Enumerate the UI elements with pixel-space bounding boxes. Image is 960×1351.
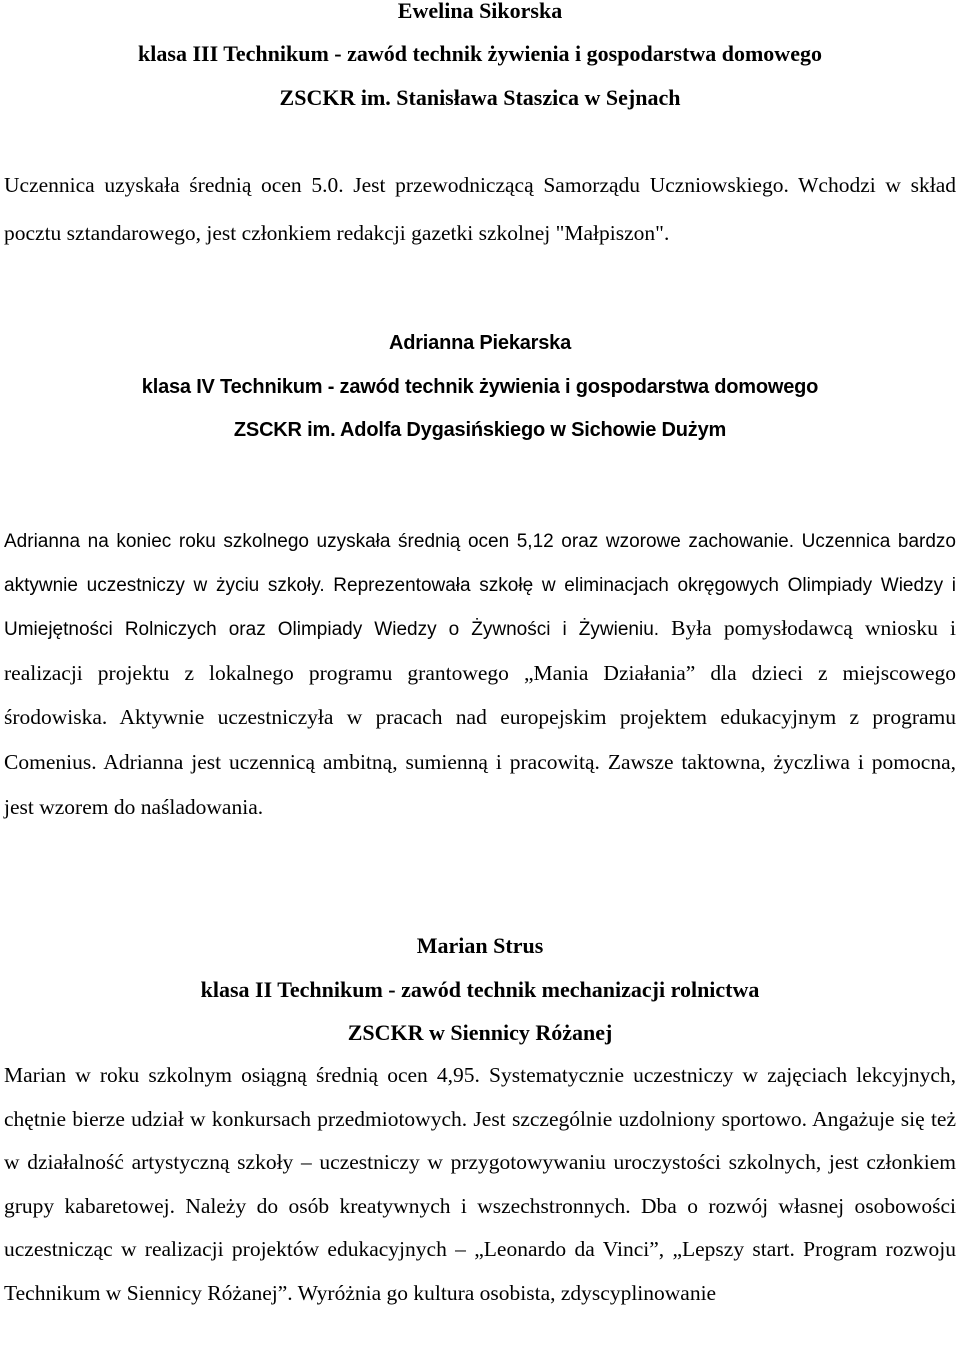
- student-description-paragraph: Uczennica uzyskała średnią ocen 5.0. Jest przewodniczącą Samorządu Uczniowskiego. Wchodzi w skład pocztu sztandarowego, jest członkiem redakcji gazetki szkolnej "Małpiszon".: [4, 173, 956, 245]
- paragraph-text-part: Adrianna na koniec roku szkolnego uzyskała średnią ocen 5,12 oraz wzorowe zachowanie. Uczennica bardzo aktywnie uczestniczy w życiu szkoły. Reprezentowała szkołę w eliminacjach okręgowych Olimpiady Wiedzy i Umiejętności Rolniczych oraz Olimpiady Wiedzy o Żywności i Żywieniu.: [4, 531, 956, 641]
- school-heading: ZSCKR w Siennicy Różanej: [347, 1020, 613, 1045]
- school-heading: ZSCKR im. Stanisława Staszica w Sejnach: [279, 85, 681, 110]
- paragraph-text-part: Była pomysłodawcą wniosku i realizacji projektu z lokalnego programu grantowego „Mania Działania” dla dzieci z miejscowego środowiska. Aktywnie uczestniczyła w pracach nad europejskim projektem edukacyjnym z programu Comenius. Adrianna jest uczennicą ambitną, sumienną i pracowitą. Zawsze taktowna, życzliwa i pomocna, jest wzorem do naśladowania.: [4, 616, 956, 819]
- school-heading: ZSCKR im. Adolfa Dygasińskiego w Sichowie Dużym: [233, 419, 727, 441]
- student-description-paragraph: [4, 520, 956, 830]
- class-line-heading: klasa III Technikum - zawód technik żywienia i gospodarstwa domowego: [138, 41, 822, 66]
- student-name-heading: Adrianna Piekarska: [388, 332, 572, 354]
- student-name-heading: Ewelina Sikorska: [397, 0, 563, 23]
- class-line-heading: klasa IV Technikum - zawód technik żywienia i gospodarstwa domowego: [141, 376, 819, 398]
- student-description-paragraph: Marian w roku szkolnym osiągną średnią ocen 4,95. Systematycznie uczestniczy w zajęciach lekcyjnych, chętnie bierze udział w konkursach przedmiotowych. Jest szczególnie uzdolniony sportowo. Angażuje się też w działalność artystyczną szkoły – uczestniczy w przygotowywaniu uroczystości szkolnych, jest członkiem grupy kabaretowej. Należy do osób kreatywnych i wszechstronnych. Dba o rozwój własnej osobowości uczestnicząc w realizacji projektów edukacyjnych – „Leonardo da Vinci”, „Lepszy start. Program rozwoju Technikum w Siennicy Różanej”. Wyróżnia go kultura osobista, zdyscyplinowanie: [4, 1063, 956, 1305]
- student-name-heading: Marian Strus: [416, 933, 544, 958]
- class-line-heading: klasa II Technikum - zawód technik mechanizacji rolnictwa: [200, 977, 760, 1002]
